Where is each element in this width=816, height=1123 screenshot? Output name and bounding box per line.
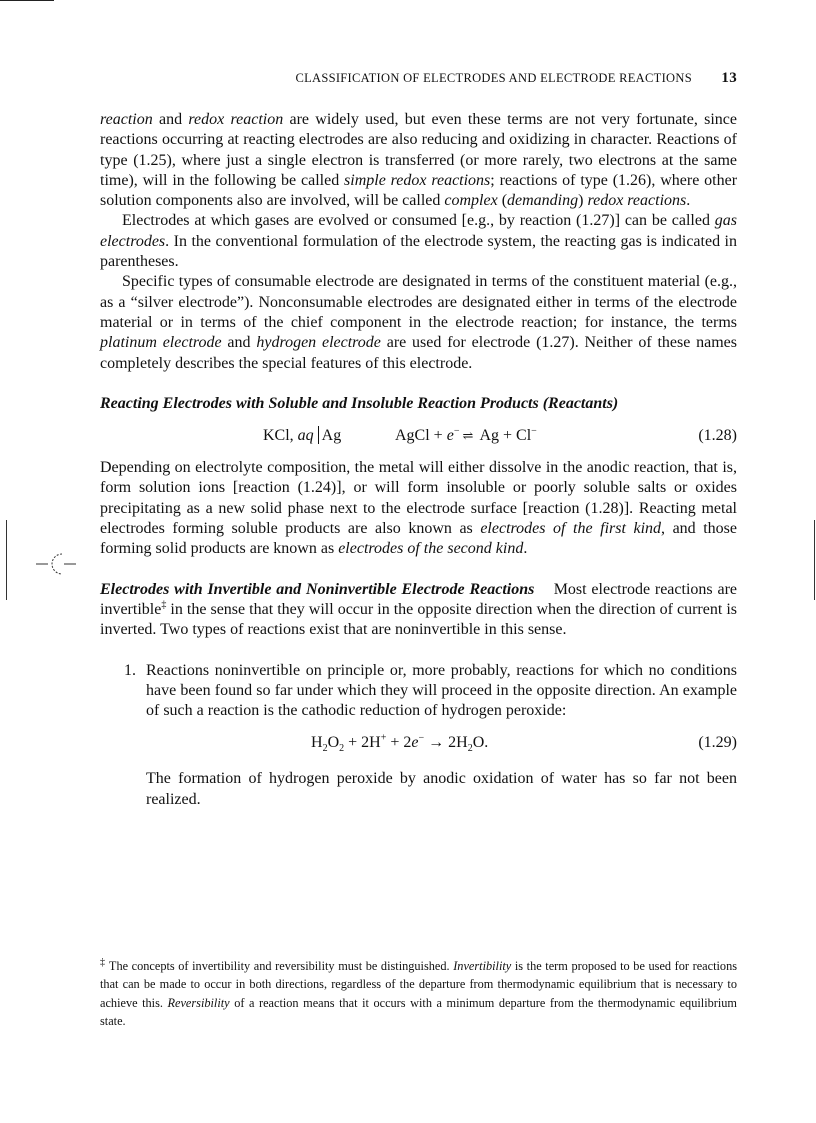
text: KCl, — [263, 427, 298, 445]
text: Specific types of consumable electrode are designated in terms of the constituent material (e.g., as a “silver electrode”). Nonconsumable electrodes are designated either in terms of the electrode material or in terms of the chief component in the electrode reaction; for instance, the terms — [100, 273, 737, 331]
superscript: − — [531, 425, 537, 437]
superscript: − — [453, 425, 460, 437]
registration-mark-icon — [36, 550, 76, 578]
paragraph-electrode-kinds — [100, 458, 737, 559]
text: Depending on electrolyte composition, the metal will either dissolve in the anodic reaction, that is, form solution ions [reaction (1.24)], or will form insoluble or poorly soluble salts or oxides precipitating as a new solid phase next to the electrode surface [reaction (1.28)]. Reacting metal electrodes forming soluble products are also known as — [100, 459, 737, 538]
term-reaction: reaction — [100, 111, 153, 128]
text: . In the conventional formulation of the electrode system, the reacting gas is indicated in parentheses. — [100, 232, 737, 271]
equilibrium-arrow: ⇌ — [462, 428, 474, 444]
text: ; reactions of type (1.26), where other solution components also are involved, will be called — [100, 171, 738, 210]
text: Electrodes at which gases are evolved or consumed [e.g., by reaction (1.27)] can be called — [122, 212, 715, 230]
text: Ag — [321, 427, 342, 445]
phase-boundary-bar — [318, 426, 319, 444]
text: H — [311, 734, 323, 752]
text: The concepts of invertibility and reversibility must be distinguished. — [105, 959, 454, 973]
paragraph-peroxide-formation: The formation of hydrogen peroxide by anodic oxidation of water has so far not been realized. — [146, 770, 737, 808]
footnote-mark: ‡ — [100, 956, 106, 968]
text: AgCl + — [395, 427, 447, 445]
top-rule — [0, 0, 54, 1]
text: is the term proposed to be used for reactions that can be made to occur in both directions, regardless of the departure from thermodynamic equilibrium that is necessary to achieve this. — [100, 959, 738, 1010]
right-margin-crop-line — [814, 520, 815, 600]
text: → 2H — [424, 734, 468, 752]
text: + 2 — [386, 734, 412, 752]
superscript: + — [380, 733, 387, 745]
list-item-text: Reactions noninvertible on principle or, more probably, reactions for which no conditions have been found so far under which they will proceed in the opposite direction. An example of such a reaction is the cathodic reduction of hydrogen peroxide: — [146, 661, 737, 720]
equation-1-28 — [100, 414, 737, 458]
term-gas-electrodes: gas electrodes — [100, 212, 737, 250]
subscript: 2 — [339, 743, 345, 755]
term-invertibility: Invertibility — [453, 959, 512, 973]
text: are widely used, but even these terms are not very fortunate, since reactions occurring at reacting electrodes are also reducing and oxidizing in character. Reactions of type (1.25), where just a single electron is transferred (or more rarely, two electrons at the same time), will in the following be called — [100, 111, 738, 189]
term-platinum-electrode: platinum electrode — [100, 334, 222, 352]
term-second-kind: electrodes of the second kind — [338, 540, 524, 558]
term-complex: complex — [444, 192, 498, 210]
subscript: 2 — [322, 743, 328, 755]
text: Most electrode reactions are invertible — [100, 580, 737, 618]
superscript: − — [418, 733, 425, 745]
list-marker: 1. — [124, 661, 136, 679]
equation-1-29 — [146, 721, 737, 769]
reaction-expression — [395, 426, 537, 446]
text: . — [523, 540, 528, 558]
text: e — [446, 427, 454, 445]
left-margin-crop-line — [6, 520, 7, 600]
paragraph-electrode-names — [100, 272, 737, 373]
text: ( — [497, 192, 508, 210]
text: O. — [472, 734, 489, 752]
list-item — [124, 661, 737, 810]
section-heading-reacting-electrodes: Reacting Electrodes with Soluble and Insoluble Reaction Products (Reactants) — [100, 394, 619, 412]
section-heading-invertible: Electrodes with Invertible and Noninvertible Electrode Reactions — [100, 580, 535, 598]
text: are used for electrode (1.27). Neither of these names completely describes the special features of this electrode. — [100, 334, 737, 372]
text: + 2H — [344, 734, 381, 752]
equation-number: (1.28) — [698, 427, 737, 445]
term-simple-redox: simple redox reactions — [344, 171, 491, 189]
text: of a reaction means that it occurs with a minimum departure from the thermodynamic equilibrium state. — [100, 995, 737, 1028]
term-redox-reaction: redox reaction — [188, 111, 284, 128]
numbered-list — [100, 661, 737, 810]
text: O — [327, 734, 340, 752]
footnote — [100, 957, 737, 1030]
term-demanding: demanding — [507, 192, 579, 210]
reaction-expression — [311, 733, 488, 753]
running-head — [100, 70, 737, 92]
text: ) — [578, 192, 588, 210]
paragraph-gas-electrodes — [100, 211, 737, 272]
footnote-mark: ‡ — [161, 599, 167, 611]
running-title: CLASSIFICATION OF ELECTRODES AND ELECTRODE REACTIONS — [295, 71, 692, 85]
text: Ag + Cl — [476, 427, 532, 445]
paragraph-invertible — [100, 580, 737, 641]
paragraph-redox-terms — [100, 110, 737, 211]
text: and — [152, 111, 189, 128]
text: , and those forming solid products are known as — [100, 520, 738, 558]
list-item-content — [146, 661, 737, 810]
term-redox-reactions: redox reactions — [587, 192, 687, 210]
text: in the sense that they will occur in the opposite direction when the direction of current is inverted. Two types of reactions exist that are noninvertible in this sense. — [100, 600, 738, 639]
page-body — [100, 110, 737, 810]
text: and — [221, 334, 257, 352]
text: e — [411, 734, 419, 752]
term-first-kind: electrodes of the first kind — [480, 520, 662, 538]
text: aq — [297, 427, 314, 445]
electrode-notation — [263, 426, 341, 446]
equation-number: (1.29) — [698, 734, 737, 752]
text: . — [686, 192, 691, 210]
term-hydrogen-electrode: hydrogen electrode — [256, 334, 381, 352]
subscript: 2 — [467, 743, 473, 755]
page-number: 13 — [721, 70, 737, 86]
term-reversibility: Reversibility — [167, 995, 230, 1010]
